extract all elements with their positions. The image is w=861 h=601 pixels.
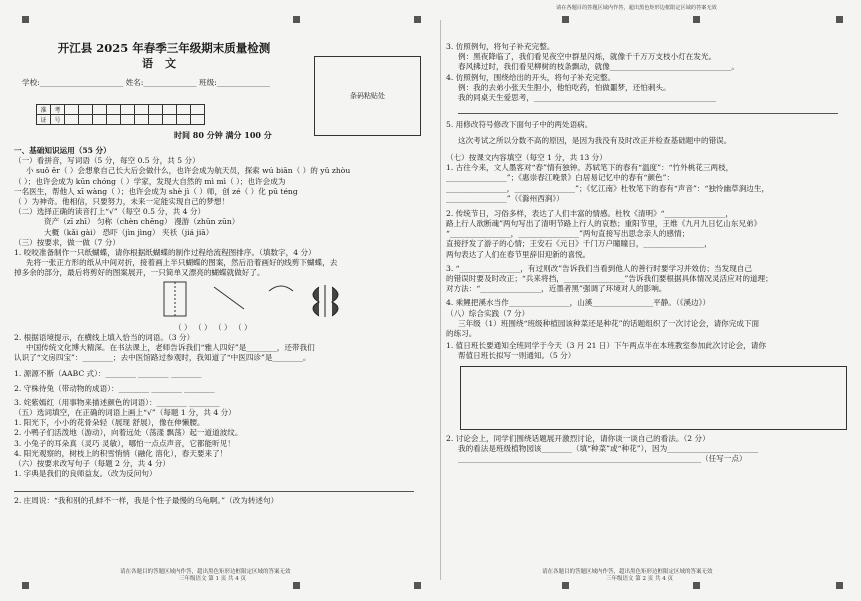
question-line[interactable]: ________________”；《惠崇春江晚景》白居易记忆中的春有“颜色”：	[446, 173, 675, 183]
registration-mark	[693, 582, 700, 589]
left-page	[14, 22, 432, 582]
notice-answer-box[interactable]	[460, 366, 847, 430]
right-footer-note: 请在各题目的答题区域内作答，超出黑色矩形边框限定区域的答案无效	[542, 569, 713, 575]
right-questions	[446, 42, 851, 464]
question-line: 帮值日班长拟写一则通知。（5 分）	[458, 351, 576, 361]
question-line: 1. 值日班长要通知全班同学于今天（3 月 21 日）下午两点半在本班教室参加此次讨论会，请你	[446, 341, 766, 351]
exam-no-label: 证	[37, 115, 51, 125]
registration-mark	[293, 582, 300, 589]
question-line[interactable]: 直接抒发了游子的心情；王安石《元日》千门万户瞳瞳日，________________，	[446, 239, 712, 249]
question-line[interactable]: 3. “________________，有过则改”告诉我们当看到他人的善行时要学习并效仿；当发现自己	[446, 263, 752, 273]
registration-mark	[836, 582, 843, 589]
question-line: 2. 根据语境提示，在横线上填入恰当的词语。（3 分）	[14, 332, 195, 342]
question-line: 1. 字典是我们的良师益友。（改为反问句）	[14, 469, 157, 479]
registration-mark	[414, 582, 421, 589]
answer-line[interactable]	[458, 103, 838, 114]
question-line: （七）按课文内容填空（每空 1 分，共 13 分）	[446, 152, 607, 162]
right-header-note: 请在各题目的答题区域内作答，超出黑色矩形边框限定区域的答案无效	[556, 5, 717, 11]
answer-line[interactable]	[14, 481, 414, 492]
step-order-blanks[interactable]: （ ） （ ） （ ） （ ）	[174, 322, 252, 332]
butterfly-steps	[14, 279, 432, 323]
question-line: 小 suǒ ěr（ ）会想象自己长大后会做什么，也许会成为航天员，探索 wú biān（ ）的 yǔ zhòu	[26, 166, 351, 176]
exam-title: 开江县 2025 年春季三年级期末质量检测	[57, 41, 271, 55]
exam-subject: 语文	[142, 57, 188, 70]
question-line[interactable]: 对方法：“________________，近墨者黑”强调了环境对人的影响。	[446, 284, 667, 294]
question-line[interactable]: “________________，________________”两句直接写出思念亲人的感情；	[446, 229, 690, 239]
question-line: 例：黑夜降临了，我们看见夜空中群星闪烁，就像千千万万支枝小灯在发光。	[458, 52, 717, 62]
question-line[interactable]: 3. 姹紫嫣红（用事物来描述颜色的词语）：________ ________	[14, 397, 220, 407]
question-line: （ ）；也许会成为 kūn chóng（ ）学家，发现大自然的 mì mì（ ）；也许会成为	[14, 176, 286, 186]
question-line: 两句表达了人们在春节里辞旧迎新的喜悦。	[446, 249, 591, 259]
question-line: 资产（zī zhī） 匀称（chèn chēng） 漫游（zhūn zūn）	[44, 217, 240, 227]
question-line: 的练习。	[446, 329, 477, 339]
half-butterfly-outline-icon	[269, 286, 293, 291]
exam-number-grid[interactable]	[36, 104, 205, 125]
left-questions	[14, 146, 432, 507]
question-line: 三年级（1）班围绕“班级种植园该种菜还是种花”的话题组织了一次讨论会，请你完成下面	[458, 318, 760, 328]
question-line: （ ）为神奇。他相信，只要努力，未来一定能实现自己的梦想！	[14, 197, 230, 207]
barcode-area: 条码粘贴处	[314, 56, 421, 136]
question-line: 2. 庄周说：“我和别的孔蚌不一样，我是个性子最慢的乌龟啊。”（改为转述句）	[14, 496, 279, 506]
question-line: 认识了“文房四宝”：________；去中医馆路过参观时，我知道了“中医四诊”是________。	[14, 353, 311, 363]
exam-no-label: 号	[51, 115, 65, 125]
section-heading: （八）综合实践（7 分）	[446, 308, 530, 318]
exam-time: 时间 80 分钟 满分 100 分	[174, 130, 272, 140]
section-heading: 一、基础知识运用（55 分）	[14, 146, 111, 155]
question-line: 2. 小鸭子们活泼地（游动），向着远处（荡漾 飘荡）起一道道波纹。	[14, 428, 243, 438]
question-line: 大概（kǎi gài） 恐吓（jìn jìng） 夹袄（jiá jiā）	[44, 227, 214, 237]
question-line: 3. 仿照例句，将句子补充完整。	[446, 42, 555, 51]
butterfly-step-images	[14, 279, 432, 323]
right-page-number: 三年级语文 第 2 页 共 4 页	[606, 576, 673, 582]
question-line: （六）按要求改写句子（每题 2 分，共 4 分）	[14, 459, 171, 469]
notice-answer-area	[446, 362, 851, 434]
page-divider	[440, 20, 441, 580]
registration-mark	[22, 582, 29, 589]
question-line: 一名医生，帮他人 xī wàng（ ）；也许会成为 shè jì（ ）师，创 zé（ ）化 pū téng	[14, 186, 298, 196]
question-line[interactable]: 2. 守株待兔（带动物的成语）：________ ________ ________	[14, 383, 215, 393]
scissors-icon	[214, 287, 244, 309]
question-line[interactable]: 2. 传统节日，习俗多样，表达了人们丰富的情感。杜牧《清明》“________________，	[446, 208, 733, 218]
question-line[interactable]: 1. 源源不断（AABC 式）：________ ________ ________	[14, 369, 202, 379]
question-line[interactable]: 这次考试之所以分数不高的原因，是因为我没有及时改正并检查基础题中的错误。	[458, 136, 732, 146]
question-line[interactable]: 我的看法是班级植物园该________（填“种菜”或“种花”），因为________________________	[458, 443, 759, 453]
exam-no-label: 考	[51, 105, 65, 115]
question-line[interactable]: 的错误时要及时改正；“兵来将挡，________________”告诉我们要根据具体情况灵活应对的道理；	[446, 274, 773, 284]
question-line: 1. 古往今来，文人墨客对“春”情有独钟。苏轼笔下的春有“温度”：“竹外桃花三两枝，	[446, 162, 734, 172]
question-line: 4. 阳光观察的，树枝上的积雪悄悄（融化 溶化），春天要来了！	[14, 448, 228, 458]
question-line[interactable]: ________________________________________________________________（任写一点）	[458, 454, 747, 464]
question-line[interactable]: 4. 乘鲤把溪水当作________________，山溪________________平静。（《溪边》）	[446, 298, 711, 308]
registration-mark	[562, 582, 569, 589]
exam-no-label: 准	[37, 105, 51, 115]
question-line[interactable]: 春风拂过时，我们看见柳树的枝条飘动，就像________________________________。	[458, 62, 739, 72]
question-line: 例：我的去弟小张天生胆小，他怕吃药，怕做噩梦，还怕刺头。	[458, 82, 671, 92]
left-footer-note: 请在各题目的答题区域内作答，超出黑色矩形边框限定区域的答案无效	[120, 569, 291, 575]
butterfly-icon	[313, 285, 338, 317]
question-line: 2. 讨论会上，同学们围绕话题展开激烈讨论，请你谈一谈自己的看法。（2 分）	[446, 433, 710, 443]
question-line: 掉多余的部分，最后将剪好的图案展开，一只简单又漂亮的蝴蝶就做好了。	[14, 268, 265, 278]
question-line: （三）按要求，做一做（7 分）	[14, 237, 120, 247]
question-line: 先将一张正方形的纸从中间对折，接着画上半只蝴蝶的图案，然后沿着画好的线剪下蝴蝶，去	[26, 258, 338, 268]
question-line: 路上行人欲断魂”两句写出了清明节路上行人的哀愁；重阳节里，王维《九月九日忆山东兄弟》	[446, 219, 762, 229]
question-line[interactable]: ________________，________________”；《忆江南》杜牧笔下的春有“声音”：“独怜幽草涧边生，________________”（《滁州西涧》）	[446, 183, 770, 204]
question-line: 1. 咬咬准备制作一只纸蝴蝶，请你根据纸蝴蝶的制作过程给流程图排序。（填数字，4 分）	[14, 248, 316, 258]
question-line: （一）看拼音，写词语（5 分，每空 0.5 分，共 5 分）	[14, 156, 200, 166]
student-info-fields[interactable]: 学校:______________________ 姓名:______________ 班级:______________	[22, 78, 270, 87]
question-line: （五）选词填空，在正确的词语上画上“√”（每题 1 分，共 4 分）	[14, 408, 236, 418]
question-line: 1. 阳光下，小小的花骨朵轻（展现 舒展），像在伸懒腰。	[14, 418, 205, 428]
question-line: 3. 小兔子的耳朵真（灵巧 灵敏），哪怕一点点声音，它都能听见！	[14, 438, 235, 448]
right-page	[446, 22, 851, 582]
left-page-number: 三年级语文 第 1 页 共 4 页	[179, 576, 246, 582]
question-line: 中国传统文化博大精深。在书法课上，老师告诉我们“雅人四好”是________，还带我们	[26, 343, 315, 353]
question-line: 5. 用修改符号修改下面句子中的两处语病。	[446, 120, 593, 130]
question-line[interactable]: 我的同桌天生爱思考，________________________________________________	[458, 93, 717, 103]
question-line: 4. 仿照例句，围绕给出的开头，将句子补充完整。	[446, 72, 616, 82]
question-line: （二）选择正确的读音打上“√”（每空 0.5 分，共 4 分）	[14, 207, 206, 217]
